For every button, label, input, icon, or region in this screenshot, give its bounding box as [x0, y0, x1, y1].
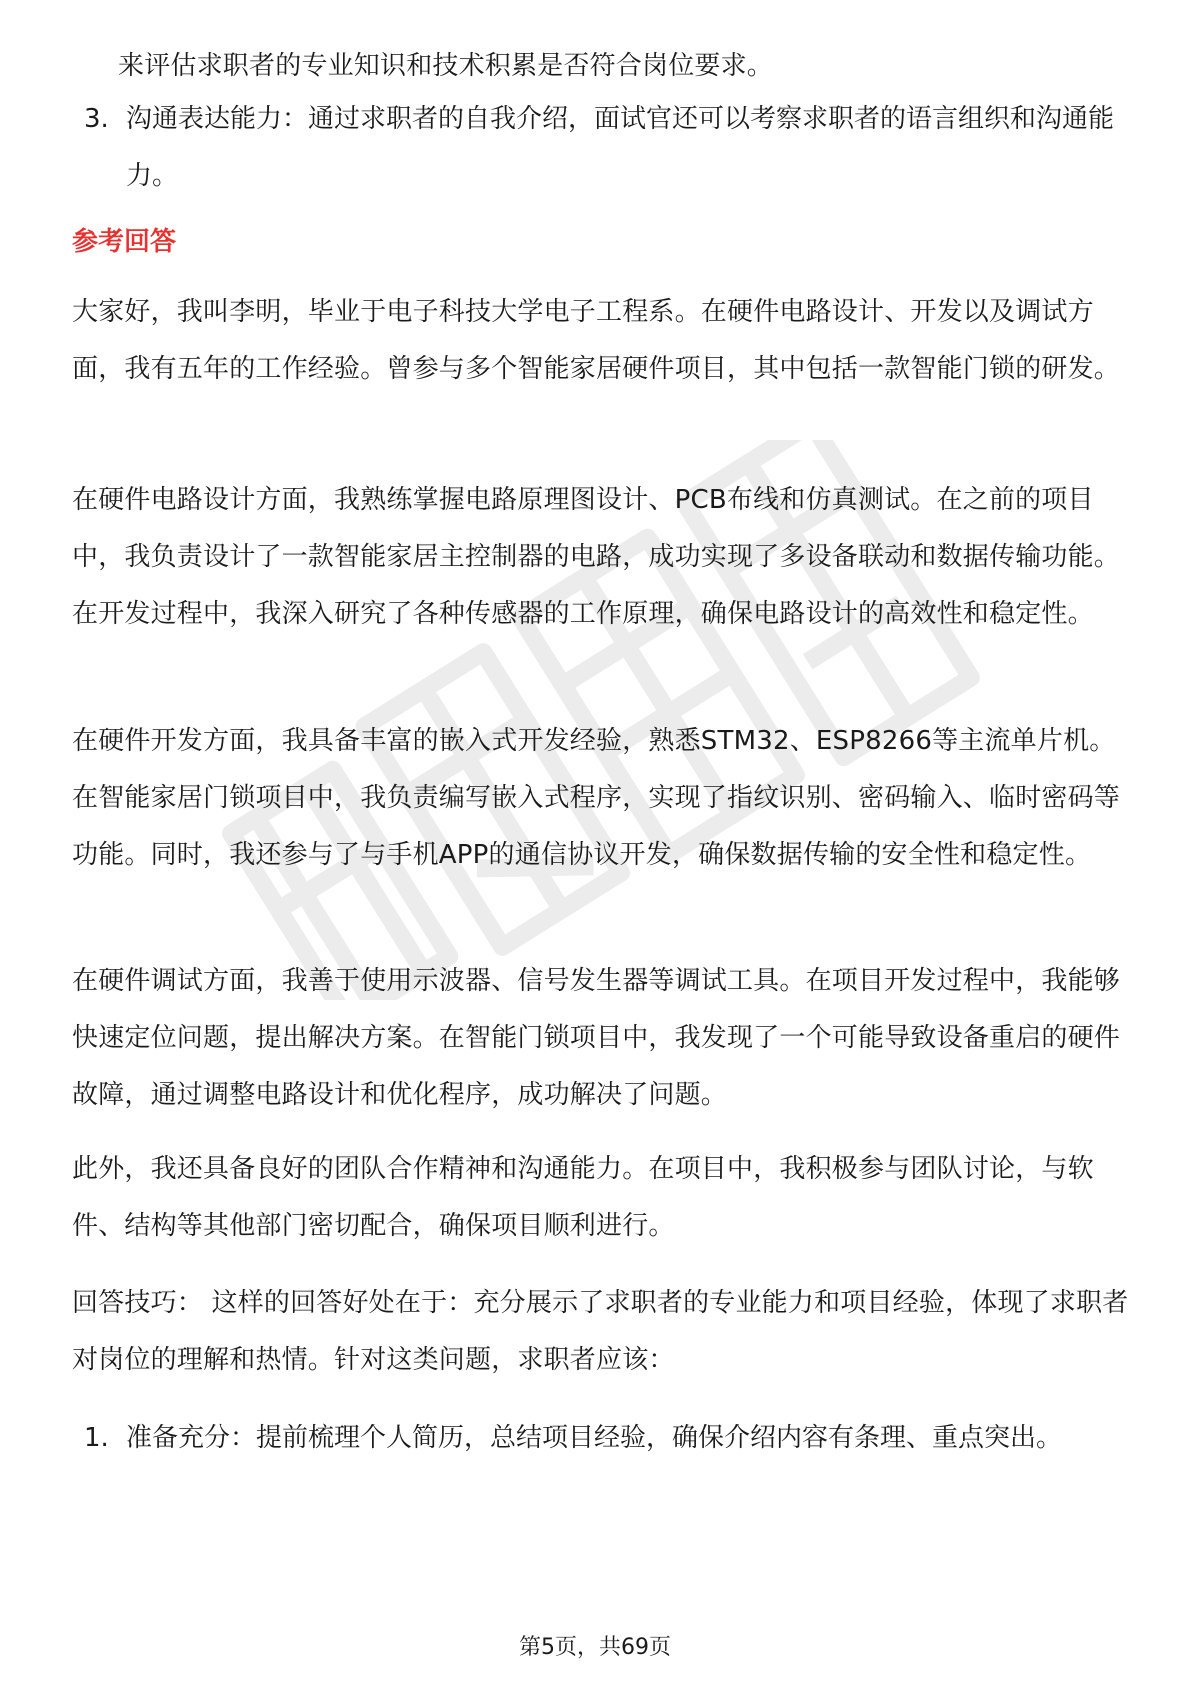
section-title: 参考回答 [72, 227, 177, 257]
list-item-text: 沟通表达能力：通过求职者的自我介绍，面试官还可以考察求职者的语言组织和沟通能力。 [126, 104, 1115, 191]
answer-paragraph-development: 在硬件开发方面，我具备丰富的嵌入式开发经验，熟悉STM32、ESP8266等主流单片机。在智能家居门锁项目中，我负责编写嵌入式程序，实现了指纹识别、密码输入、临时密码等功能。同时，我还参与了与手机APP的通信协议开发，确保数据传输的安全性和稳定性。 [72, 726, 1121, 870]
list-number: 1. [84, 1423, 109, 1453]
list-item-preparation [72, 1410, 1132, 1467]
list-item-text: 准备充分：提前梳理个人简历，总结项目经验，确保介绍内容有条理、重点突出。 [126, 1423, 1063, 1453]
answer-paragraph-intro: 大家好，我叫李明，毕业于电子科技大学电子工程系。在硬件电路设计、开发以及调试方面，我有五年的工作经验。曾参与多个智能家居硬件项目，其中包括一款智能门锁的研发。 [72, 297, 1121, 384]
list-number: 3. [84, 104, 109, 134]
list-item-communication [72, 91, 1132, 205]
answer-paragraph-teamwork: 此外，我还具备良好的团队合作精神和沟通能力。在项目中，我积极参与团队讨论，与软件、结构等其他部门密切配合，确保项目顺利进行。 [72, 1154, 1094, 1241]
answer-paragraph-circuit-design: 在硬件电路设计方面，我熟练掌握电路原理图设计、PCB布线和仿真测试。在之前的项目中，我负责设计了一款智能家居主控制器的电路，成功实现了多设备联动和数据传输功能。在开发过程中，我深入研究了各种传感器的工作原理，确保电路设计的高效性和稳定性。 [72, 485, 1121, 629]
answer-tips-paragraph: 回答技巧： 这样的回答好处在于：充分展示了求职者的专业能力和项目经验，体现了求职者对岗位的理解和热情。针对这类问题，求职者应该： [72, 1288, 1129, 1375]
intro-continuation: 来评估求职者的专业知识和技术积累是否符合岗位要求。 [118, 51, 774, 81]
answer-paragraph-debugging: 在硬件调试方面，我善于使用示波器、信号发生器等调试工具。在项目开发过程中，我能够快速定位问题，提出解决方案。在智能门锁项目中，我发现了一个可能导致设备重启的硬件故障，通过调整电路设计和优化程序，成功解决了问题。 [72, 966, 1121, 1110]
page-footer: 第5页，共69页 [519, 1635, 671, 1660]
